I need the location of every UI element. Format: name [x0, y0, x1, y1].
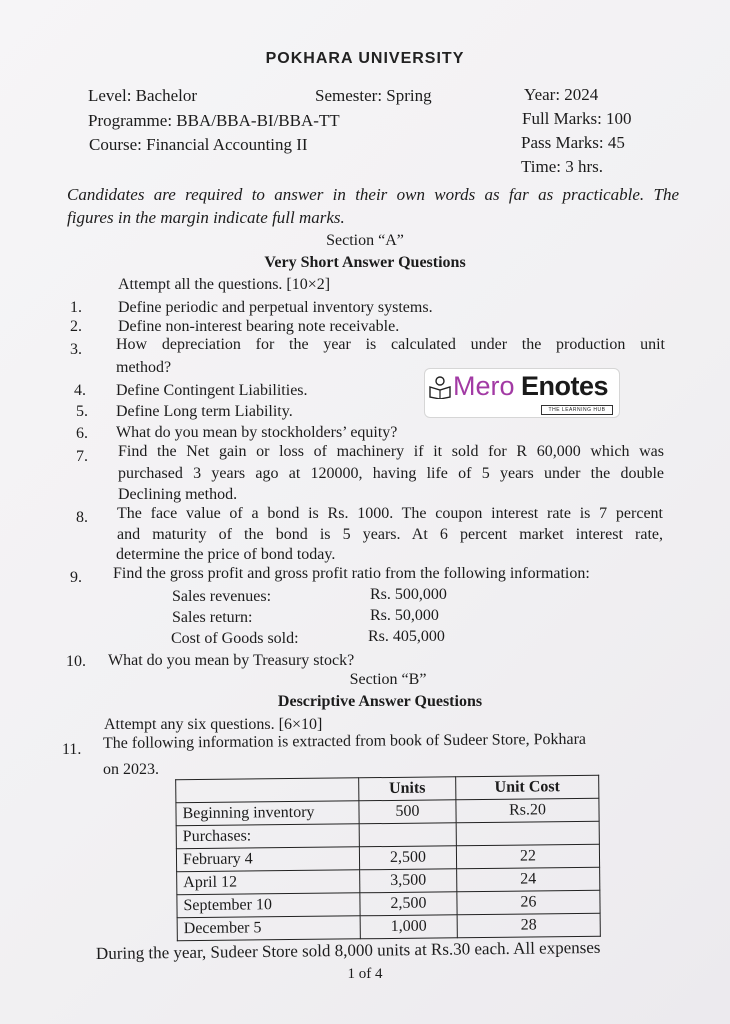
question-text: [117, 505, 663, 523]
question-text: Find the gross profit and gross profit ratio from the following information:: [113, 565, 590, 582]
question-text: The following information is extracted from book of Sudeer Store, Pokhara: [102, 730, 587, 752]
question-number: 11.: [62, 741, 82, 758]
table-cell: Beginning inventory: [176, 801, 359, 826]
inventory-table: [175, 775, 601, 941]
question-number: 2.: [70, 318, 82, 335]
info-value: Rs. 405,000: [368, 628, 445, 645]
question-number: 9.: [70, 569, 82, 586]
question-text: [118, 465, 664, 483]
section-b-heading: Descriptive Answer Questions: [277, 693, 483, 710]
question-line: Find the Net gain or loss of machinery if it sold for R 60,000 which was: [118, 443, 664, 460]
section-b-title: Section “B”: [349, 671, 427, 688]
info-label: Sales revenues:: [172, 588, 272, 605]
table-header-cell: Units: [359, 777, 456, 801]
question-text: Define periodic and perpetual inventory systems.: [118, 299, 433, 316]
question-line: purchased 3 years ago at 120000, having life of 5 years under the double: [118, 465, 664, 482]
page-number: 1 of 4: [347, 966, 383, 982]
time: Time: 3 hrs.: [521, 157, 604, 176]
instructions-text-1: Candidates are required to answer in their own words as far as practicable. The: [67, 185, 679, 204]
section-b-attempt: Attempt any six questions. [6×10]: [104, 716, 323, 733]
question-text: What do you mean by Treasury stock?: [108, 652, 355, 669]
level: Level: Bachelor: [88, 86, 198, 105]
logo-mero: Mero: [453, 371, 515, 401]
table-cell: Rs.20: [456, 798, 599, 822]
semester: Semester: Spring: [315, 86, 432, 105]
question-text: Define Long term Liability.: [116, 403, 293, 420]
table-cell: [456, 821, 599, 845]
question-line: and maturity of the bond is 5 years. At 6 percent market interest rate,: [117, 526, 663, 543]
instructions-line-1: [67, 185, 679, 205]
table-cell: 500: [359, 800, 456, 824]
year: Year: 2024: [524, 85, 599, 104]
question-text: [116, 336, 665, 354]
info-label: Sales return:: [172, 609, 253, 626]
question-text: What do you mean by stockholders’ equity?: [116, 424, 398, 441]
course: Course: Financial Accounting II: [89, 135, 308, 154]
table-cell: 26: [457, 890, 600, 914]
section-a-attempt: Attempt all the questions. [10×2]: [118, 276, 331, 293]
table-cell: 28: [457, 913, 600, 937]
question-text: Define Contingent Liabilities.: [116, 382, 308, 399]
table-cell: December 5: [177, 916, 360, 941]
question-number: 8.: [76, 509, 88, 526]
table-cell: September 10: [177, 893, 360, 918]
question-text: [117, 526, 663, 544]
info-value: Rs. 50,000: [370, 607, 439, 624]
table-cell: 2,500: [360, 892, 457, 916]
question-line: The face value of a bond is Rs. 1000. The coupon interest rate is 7 percent: [117, 505, 663, 522]
table-cell: [359, 823, 456, 847]
book-reader-icon: [429, 375, 451, 399]
table-cell: 1,000: [360, 915, 457, 939]
question-number: 3.: [70, 341, 82, 358]
pass-marks: Pass Marks: 45: [521, 133, 625, 152]
question-number: 10.: [66, 653, 86, 670]
question-number: 4.: [74, 382, 86, 399]
programme: Programme: BBA/BBA-BI/BBA-TT: [88, 111, 340, 130]
instructions-line-2: figures in the margin indicate full marks.: [67, 208, 345, 227]
full-marks: Full Marks: 100: [522, 109, 632, 128]
info-value: Rs. 500,000: [370, 586, 447, 603]
merotenotes-watermark-logo: [424, 368, 620, 418]
table-cell: April 12: [177, 870, 360, 895]
university-title: POKHARA UNIVERSITY: [265, 50, 465, 67]
question-number: 1.: [70, 299, 82, 316]
table-cell: Purchases:: [176, 824, 359, 849]
question-text: method?: [116, 359, 172, 376]
section-a-heading: Very Short Answer Questions: [264, 254, 466, 271]
logo-tagline: THE LEARNING HUB: [541, 405, 613, 415]
table-header-cell: [176, 778, 359, 803]
table-cell: February 4: [176, 847, 359, 872]
question-text: [118, 443, 664, 461]
logo-enotes: Enotes: [521, 371, 609, 401]
table-row: [177, 913, 600, 940]
question-line: How depreciation for the year is calculated under the production unit: [116, 336, 665, 353]
question-text: on 2023.: [103, 761, 159, 778]
table-cell: 24: [457, 867, 600, 891]
info-label: Cost of Goods sold:: [171, 630, 299, 647]
question-text: determine the price of bond today.: [116, 546, 336, 563]
section-a-title: Section “A”: [326, 232, 404, 249]
question-number: 7.: [76, 448, 88, 465]
table-cell: 22: [456, 844, 599, 868]
table-cell: 3,500: [360, 869, 457, 893]
question-text: Define non-interest bearing note receivable.: [118, 318, 400, 335]
question-text: During the year, Sudeer Store sold 8,000 units at Rs.30 each. All expenses: [95, 937, 601, 963]
question-number: 6.: [76, 425, 88, 442]
table-cell: 2,500: [359, 846, 456, 870]
table-header-cell: Unit Cost: [456, 775, 599, 799]
question-text: Declining method.: [118, 486, 238, 503]
question-number: 5.: [76, 403, 88, 420]
